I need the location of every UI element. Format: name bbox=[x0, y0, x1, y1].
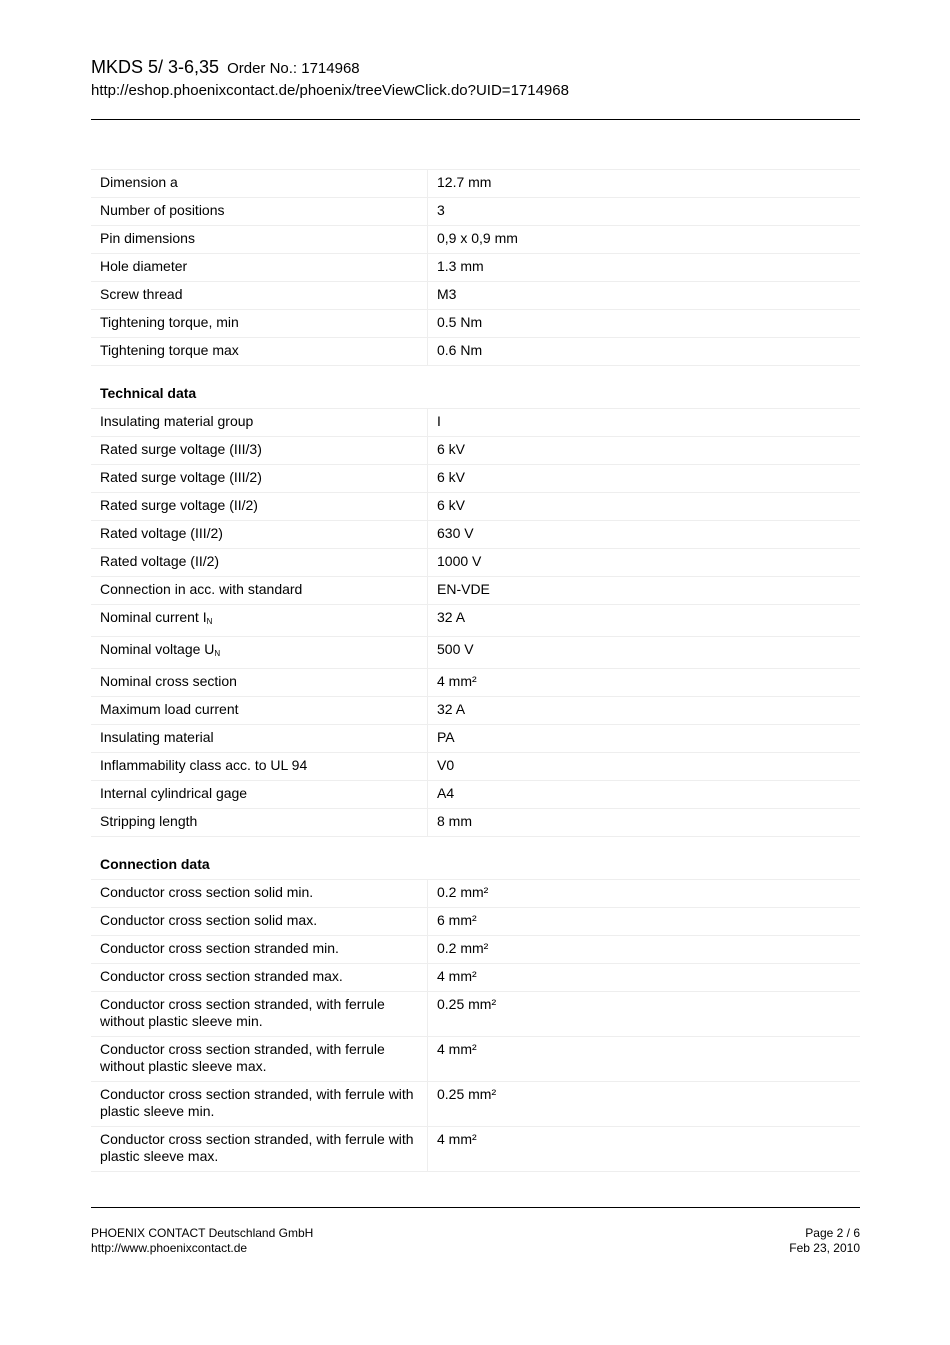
spec-label: Conductor cross section solid max. bbox=[91, 908, 428, 936]
spec-label-subscript: N bbox=[206, 617, 213, 626]
table-row bbox=[91, 310, 860, 338]
table-row bbox=[91, 254, 860, 282]
spec-label: Conductor cross section stranded, with ferrule with plastic sleeve min. bbox=[91, 1082, 428, 1127]
table-row bbox=[91, 521, 860, 549]
table-row bbox=[91, 725, 860, 753]
spec-value: 3 bbox=[428, 198, 861, 226]
table-row bbox=[91, 437, 860, 465]
spec-value: 32 A bbox=[428, 697, 861, 725]
spec-label: Rated surge voltage (III/3) bbox=[91, 437, 428, 465]
spec-label: Tightening torque, min bbox=[91, 310, 428, 338]
table-row bbox=[91, 637, 860, 669]
technical-data-table bbox=[91, 408, 860, 837]
product-url[interactable]: http://eshop.phoenixcontact.de/phoenix/treeViewClick.do?UID=1714968 bbox=[91, 82, 569, 99]
spec-value: 32 A bbox=[428, 605, 861, 637]
spec-label-cell bbox=[91, 605, 428, 637]
table-row bbox=[91, 409, 860, 437]
spec-label: Hole diameter bbox=[91, 254, 428, 282]
spec-value: 0.6 Nm bbox=[428, 338, 861, 366]
spec-value: 0.25 mm² bbox=[428, 992, 861, 1037]
spec-value: 8 mm bbox=[428, 809, 861, 837]
table-row bbox=[91, 669, 860, 697]
spec-label: Conductor cross section stranded, with ferrule with plastic sleeve max. bbox=[91, 1127, 428, 1172]
spec-value: 4 mm² bbox=[428, 669, 861, 697]
spec-label: Pin dimensions bbox=[91, 226, 428, 254]
spec-value: 630 V bbox=[428, 521, 861, 549]
spec-value: 500 V bbox=[428, 637, 861, 669]
dimensions-table bbox=[91, 169, 860, 366]
spec-value: 4 mm² bbox=[428, 1127, 861, 1172]
spec-label: Rated surge voltage (II/2) bbox=[91, 493, 428, 521]
spec-sheet bbox=[91, 169, 860, 1172]
spec-value: M3 bbox=[428, 282, 861, 310]
spec-value: V0 bbox=[428, 753, 861, 781]
spec-label: Rated voltage (III/2) bbox=[91, 521, 428, 549]
spec-label: Connection in acc. with standard bbox=[91, 577, 428, 605]
spec-value: I bbox=[428, 409, 861, 437]
table-row bbox=[91, 880, 860, 908]
spec-label: Conductor cross section stranded, with ferrule without plastic sleeve min. bbox=[91, 992, 428, 1037]
spec-label: Conductor cross section solid min. bbox=[91, 880, 428, 908]
title-line bbox=[91, 56, 860, 80]
spec-label: Maximum load current bbox=[91, 697, 428, 725]
spec-value: 1000 V bbox=[428, 549, 861, 577]
table-row bbox=[91, 908, 860, 936]
spec-value: 6 kV bbox=[428, 437, 861, 465]
footer-divider bbox=[91, 1207, 860, 1208]
table-row bbox=[91, 282, 860, 310]
spec-label: Conductor cross section stranded, with ferrule without plastic sleeve max. bbox=[91, 1037, 428, 1082]
table-row bbox=[91, 753, 860, 781]
table-row bbox=[91, 198, 860, 226]
company-website[interactable]: http://www.phoenixcontact.de bbox=[91, 1241, 248, 1255]
spec-value: 4 mm² bbox=[428, 964, 861, 992]
header-divider bbox=[91, 119, 860, 120]
page-header bbox=[91, 56, 860, 101]
order-number: Order No.: 1714968 bbox=[227, 60, 360, 77]
table-row bbox=[91, 170, 860, 198]
footer-left bbox=[91, 1226, 313, 1256]
spec-value: 1.3 mm bbox=[428, 254, 861, 282]
table-row bbox=[91, 1082, 860, 1127]
spec-label: Tightening torque max bbox=[91, 338, 428, 366]
spec-value: 6 kV bbox=[428, 493, 861, 521]
table-row bbox=[91, 1037, 860, 1082]
spec-label: Rated voltage (II/2) bbox=[91, 549, 428, 577]
spec-label: Rated surge voltage (III/2) bbox=[91, 465, 428, 493]
spec-label: Internal cylindrical gage bbox=[91, 781, 428, 809]
table-row bbox=[91, 493, 860, 521]
table-row bbox=[91, 697, 860, 725]
spec-value: 6 mm² bbox=[428, 908, 861, 936]
table-row bbox=[91, 338, 860, 366]
spec-label: Screw thread bbox=[91, 282, 428, 310]
table-row bbox=[91, 226, 860, 254]
table-row bbox=[91, 1127, 860, 1172]
table-row bbox=[91, 964, 860, 992]
spec-label: Inflammability class acc. to UL 94 bbox=[91, 753, 428, 781]
spec-value: 0.25 mm² bbox=[428, 1082, 861, 1127]
table-row bbox=[91, 465, 860, 493]
spec-value: 0.2 mm² bbox=[428, 936, 861, 964]
table-row bbox=[91, 936, 860, 964]
page-number: Page 2 / 6 bbox=[805, 1226, 860, 1240]
spec-value: A4 bbox=[428, 781, 861, 809]
spec-value: 0.2 mm² bbox=[428, 880, 861, 908]
footer-right bbox=[789, 1226, 860, 1256]
spec-label-subscript: N bbox=[214, 649, 221, 658]
spec-value: 4 mm² bbox=[428, 1037, 861, 1082]
spec-label: Nominal cross section bbox=[91, 669, 428, 697]
spec-label: Nominal voltage U bbox=[100, 641, 215, 657]
spec-label-cell bbox=[91, 637, 428, 669]
spec-value: EN-VDE bbox=[428, 577, 861, 605]
connection-data-table bbox=[91, 879, 860, 1172]
spec-label: Stripping length bbox=[91, 809, 428, 837]
table-row bbox=[91, 809, 860, 837]
table-row bbox=[91, 577, 860, 605]
spec-label: Nominal current I bbox=[100, 609, 207, 625]
document-date: Feb 23, 2010 bbox=[789, 1241, 860, 1255]
technical-data-heading: Technical data bbox=[100, 385, 197, 401]
spec-value: PA bbox=[428, 725, 861, 753]
table-row bbox=[91, 992, 860, 1037]
spec-value: 12.7 mm bbox=[428, 170, 861, 198]
spec-label: Dimension a bbox=[91, 170, 428, 198]
company-name: PHOENIX CONTACT Deutschland GmbH bbox=[91, 1226, 314, 1240]
spec-label: Conductor cross section stranded min. bbox=[91, 936, 428, 964]
spec-label: Number of positions bbox=[91, 198, 428, 226]
table-row bbox=[91, 549, 860, 577]
connection-data-heading: Connection data bbox=[100, 856, 210, 872]
table-row bbox=[91, 605, 860, 637]
spec-value: 0,9 x 0,9 mm bbox=[428, 226, 861, 254]
spec-value: 0.5 Nm bbox=[428, 310, 861, 338]
product-title: MKDS 5/ 3-6,35 bbox=[91, 57, 220, 77]
spec-value: 6 kV bbox=[428, 465, 861, 493]
table-row bbox=[91, 781, 860, 809]
spec-label: Insulating material group bbox=[91, 409, 428, 437]
spec-label: Insulating material bbox=[91, 725, 428, 753]
spec-label: Conductor cross section stranded max. bbox=[91, 964, 428, 992]
